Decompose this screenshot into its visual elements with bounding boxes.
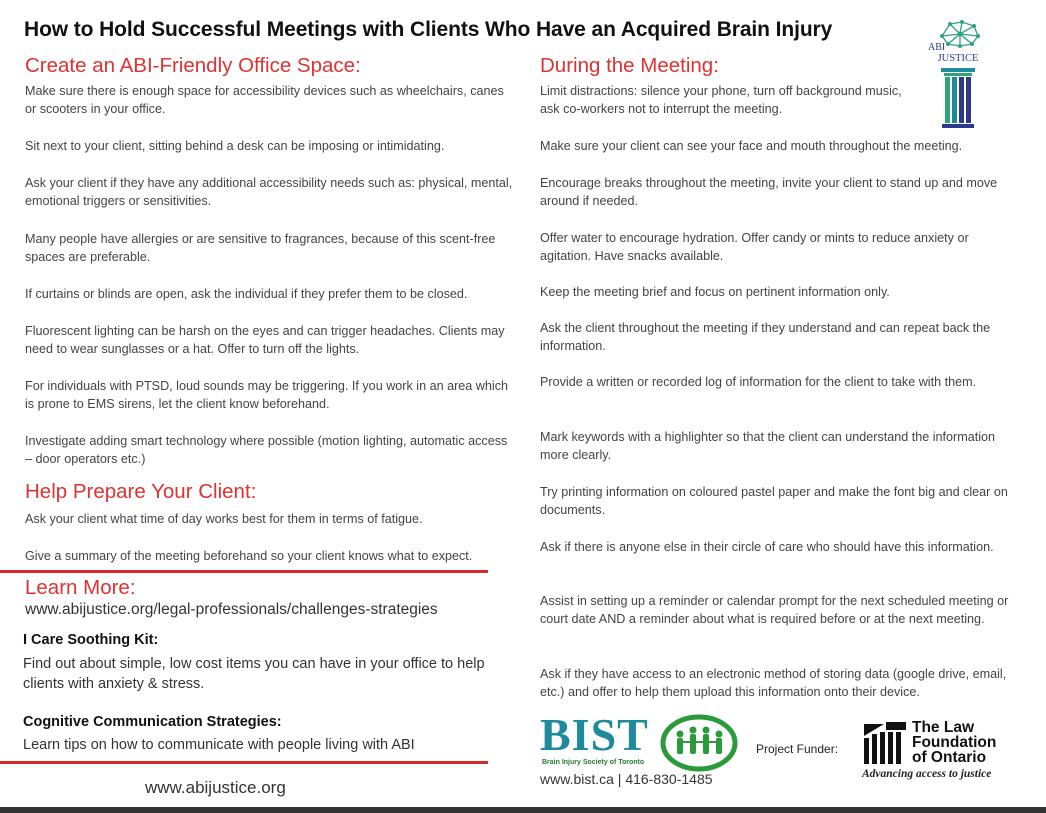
office-item-4: Many people have allergies or are sensitive to fragrances, because of this scent-free spaces are preferable. xyxy=(25,232,496,264)
bottom-border xyxy=(0,807,1046,813)
meeting-item-12: Ask if they have access to an electronic method of storing data (google drive, email, etc.) and offer to help them upload this information onto their device. xyxy=(540,667,1007,699)
office-item-2: Sit next to your client, sitting behind a desk can be imposing or intimidating. xyxy=(25,139,445,153)
ccs-text: Learn tips on how to communicate with people living with ABI xyxy=(23,737,415,753)
bist-logo-text: BIST xyxy=(540,709,649,760)
office-item-7: For individuals with PTSD, loud sounds may be triggering. If you work in an area which is prone to EMS sirens, let the client know beforehand. xyxy=(25,379,508,411)
meeting-item-9: Try printing information on coloured pastel paper and make the font big and clear on documents. xyxy=(540,485,1008,517)
meeting-item-10: Ask if there is anyone else in their circle of care who should have this information. xyxy=(540,540,994,554)
bist-contact: www.bist.ca | 416-830-1485 xyxy=(540,771,713,787)
footer-website-link[interactable]: www.abijustice.org xyxy=(145,778,286,797)
soothing-kit-text: Find out about simple, low cost items you can have in your office to help clients with anxiety & stress. xyxy=(23,656,485,692)
bist-subtitle: Brain Injury Society of Toronto xyxy=(542,759,645,766)
law-foundation-name xyxy=(912,720,996,765)
meeting-item-4: Offer water to encourage hydration. Offer candy or mints to reduce anxiety or agitation. Have snacks available. xyxy=(540,231,969,263)
meeting-heading: During the Meeting: xyxy=(540,54,719,77)
ccs-title: Cognitive Communication Strategies: xyxy=(23,714,282,730)
office-item-5: If curtains or blinds are open, ask the individual if they prefer them to be closed. xyxy=(25,287,468,301)
prepare-item-2: Give a summary of the meeting beforehand so your client knows what to expect. xyxy=(25,549,473,563)
abi-logo-line2: JUSTICE xyxy=(937,53,979,64)
office-item-3: Ask your client if they have any additional accessibility needs such as: physical, mental, emotional triggers or sensitivities. xyxy=(25,176,513,208)
bist-logo xyxy=(540,709,740,772)
people-circle-icon xyxy=(660,714,738,772)
page-title: How to Hold Successful Meetings with Clients Who Have an Acquired Brain Injury xyxy=(24,18,833,41)
lfo-line-1: The Law xyxy=(912,719,975,736)
divider-bottom xyxy=(0,761,488,764)
lfo-line-3: of Ontario xyxy=(912,749,987,766)
soothing-kit-title: I Care Soothing Kit: xyxy=(23,632,159,648)
abi-logo-line1: ABI xyxy=(928,42,946,53)
abi-justice-logo xyxy=(928,14,988,134)
divider-top xyxy=(0,570,488,573)
meeting-item-5: Keep the meeting brief and focus on pertinent information only. xyxy=(540,285,890,299)
meeting-item-1: Limit distractions: silence your phone, turn off background music, ask co-workers not to interrupt the meeting. xyxy=(540,84,902,116)
meeting-item-11: Assist in setting up a reminder or calendar prompt for the next scheduled meeting or court date AND a reminder about what is required before or at the next meeting. xyxy=(540,594,1009,626)
building-columns-icon xyxy=(862,720,908,766)
learn-heading: Learn More: xyxy=(25,576,136,599)
prepare-item-1: Ask your client what time of day works best for them in terms of fatigue. xyxy=(25,512,423,526)
law-foundation-tagline: Advancing access to justice xyxy=(862,768,992,780)
office-heading: Create an ABI-Friendly Office Space: xyxy=(25,54,361,77)
lfo-line-2: Foundation xyxy=(912,734,997,751)
office-item-8: Investigate adding smart technology where possible (motion lighting, automatic access – door operators etc.) xyxy=(25,434,508,466)
challenges-strategies-link[interactable]: www.abijustice.org/legal-professionals/challenges-strategies xyxy=(25,601,438,618)
meeting-item-2: Make sure your client can see your face and mouth throughout the meeting. xyxy=(540,139,963,153)
meeting-item-7: Provide a written or recorded log of information for the client to take with them. xyxy=(540,375,977,389)
office-item-1: Make sure there is enough space for accessibility devices such as wheelchairs, canes or scooters in your office. xyxy=(25,84,504,116)
project-funder-label: Project Funder: xyxy=(756,742,839,756)
meeting-item-3: Encourage breaks throughout the meeting, invite your client to stand up and move around if needed. xyxy=(540,176,998,208)
law-foundation-logo xyxy=(862,720,1012,782)
prepare-heading: Help Prepare Your Client: xyxy=(25,480,257,503)
office-item-6: Fluorescent lighting can be harsh on the eyes and can trigger headaches. Clients may need to wear sunglasses or a hat. Offer to turn off the lights. xyxy=(25,324,505,356)
pillar-icon xyxy=(928,66,988,136)
meeting-item-6: Ask the client throughout the meeting if they understand and can repeat back the information. xyxy=(540,321,991,353)
meeting-item-8: Mark keywords with a highlighter so that the client can understand the information more clearly. xyxy=(540,430,996,462)
